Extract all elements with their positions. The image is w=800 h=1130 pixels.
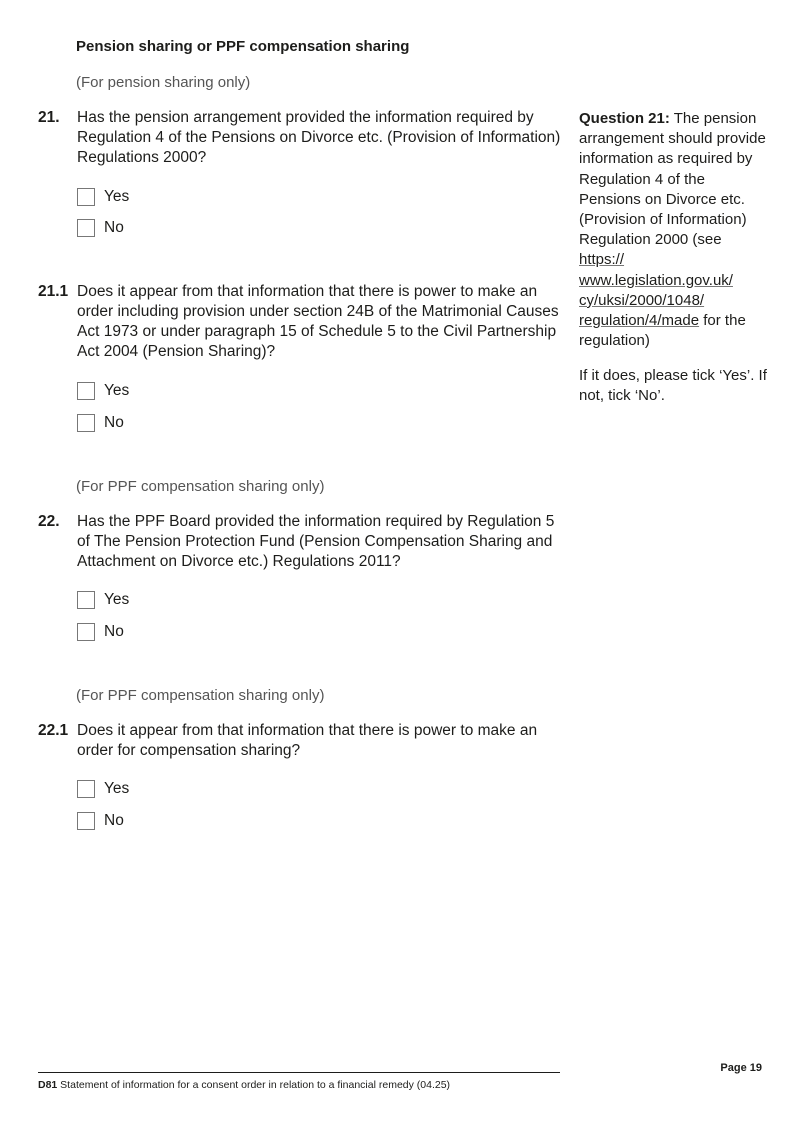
question-21-1-no-option[interactable] — [77, 413, 124, 433]
question-22-1-no-checkbox[interactable] — [77, 812, 95, 830]
yes-label: Yes — [104, 188, 130, 205]
question-21-no-checkbox[interactable] — [77, 219, 95, 237]
question-22-number: 22. — [38, 513, 60, 530]
guidance-instruction: If it does, please tick ‘Yes’. If not, tick ‘No’. — [579, 367, 767, 405]
ppf-only-note: (For PPF compensation sharing only) — [76, 687, 325, 704]
guidance-label: Question 21: — [579, 110, 670, 127]
form-code: D81 — [38, 1079, 58, 1091]
yes-label: Yes — [104, 382, 130, 399]
pension-only-note: (For pension sharing only) — [76, 74, 251, 91]
question-22-yes-checkbox[interactable] — [77, 591, 95, 609]
no-label: No — [104, 623, 124, 640]
question-21-text: Has the pension arrangement provided the information required by Regulation 4 of the Pensions on Divorce etc. (Provision of Information) Regulations 2000? — [77, 109, 561, 166]
question-21-1-no-checkbox[interactable] — [77, 414, 95, 432]
question-21-number: 21. — [38, 109, 60, 126]
yes-label: Yes — [104, 780, 130, 797]
question-21-yes-checkbox[interactable] — [77, 188, 95, 206]
question-22-1-text: Does it appear from that information that there is power to make an order for compensation sharing? — [77, 722, 538, 759]
question-22-text: Has the PPF Board provided the information required by Regulation 5 of The Pension Protection Fund (Pension Compensation Sharing and Attachment on Divorce etc.) Regulations 2011? — [77, 513, 555, 570]
no-label: No — [104, 414, 124, 431]
ppf-only-note: (For PPF compensation sharing only) — [76, 478, 325, 495]
question-21-guidance — [579, 109, 769, 351]
footer-divider — [38, 1072, 560, 1073]
question-21-1-yes-option[interactable] — [77, 381, 129, 401]
no-label: No — [104, 812, 124, 829]
form-title: Statement of information for a consent order in relation to a financial remedy (04.25) — [57, 1079, 451, 1091]
question-22-1-yes-option[interactable] — [77, 779, 129, 799]
question-22-1-yes-checkbox[interactable] — [77, 780, 95, 798]
question-22-1-number: 22.1 — [38, 722, 69, 739]
question-21-no-option[interactable] — [77, 218, 124, 238]
no-label: No — [104, 219, 124, 236]
question-21-1-yes-checkbox[interactable] — [77, 382, 95, 400]
footer-form-title — [38, 1079, 450, 1091]
question-21-1-number: 21.1 — [38, 283, 69, 300]
question-22-no-checkbox[interactable] — [77, 623, 95, 641]
section-heading: Pension sharing or PPF compensation sharing — [76, 38, 410, 55]
guidance-text: The pension arrangement should provide information as required by Regulation 4 of the Pensions on Divorce etc. (Provision of Information) Regulation 2000 (see — [579, 110, 766, 249]
yes-label: Yes — [104, 591, 130, 608]
guidance-text-end: for the regulation) — [579, 312, 746, 350]
question-21-1-text: Does it appear from that information that there is power to make an order including provision under section 24B of the Matrimonial Causes Act 1973 or under paragraph 15 of Schedule 5 to the Civil Partnership Act 2004 (Pension Sharing)? — [77, 283, 559, 360]
question-21-yes-option[interactable] — [77, 187, 129, 207]
question-22-no-option[interactable] — [77, 622, 124, 642]
question-22-yes-option[interactable] — [77, 590, 129, 610]
question-22-1-no-option[interactable] — [77, 811, 124, 831]
page-number: Page 19 — [720, 1062, 762, 1074]
legislation-link[interactable]: https:// www.legislation.gov.uk/ cy/uksi/2000/1048/ regulation/4/made — [579, 251, 733, 330]
